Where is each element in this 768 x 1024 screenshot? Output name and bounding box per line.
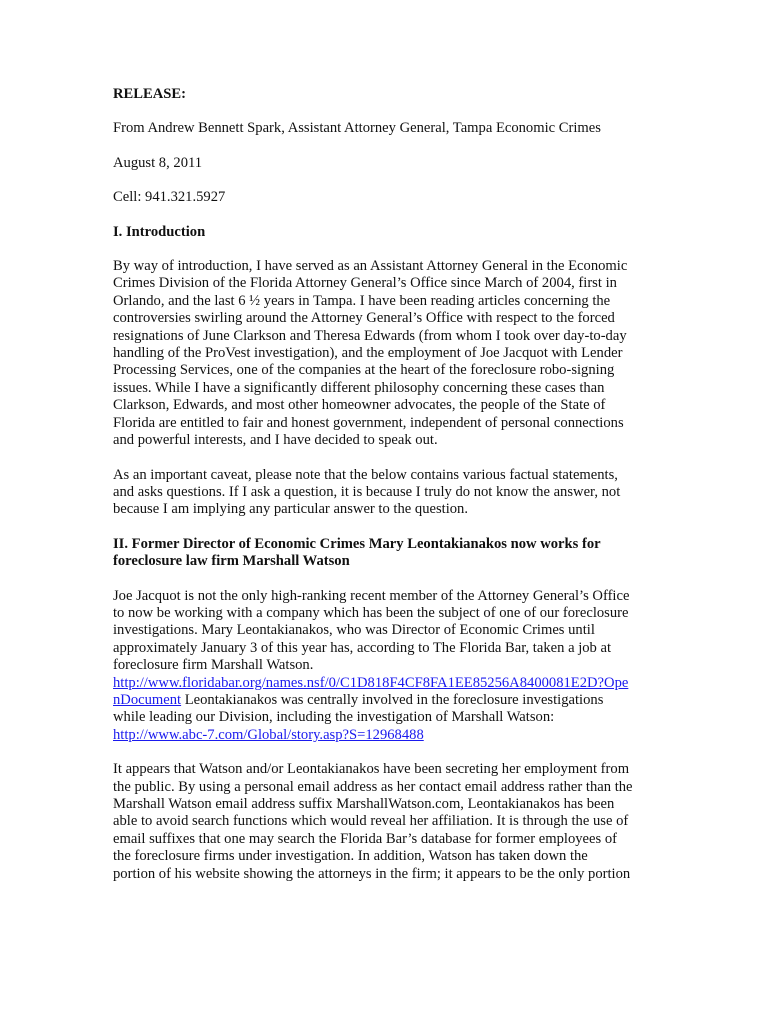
text-line: because I am implying any particular answer to the question.: [113, 501, 469, 518]
date-line: August 8, 2011: [113, 154, 203, 171]
text-line: [113, 692, 658, 709]
text-line: issues. While I have a significantly different philosophy concerning these cases than: [113, 379, 605, 396]
heading-line: II. Former Director of Economic Crimes Mary Leontakianakos now works for: [113, 535, 601, 552]
florida-bar-link-part1[interactable]: http://www.floridabar.org/names.nsf/0/C1D818F4CF8FA1EE85256A8400081E2D?Ope: [113, 674, 629, 691]
text-line: Clarkson, Edwards, and most other homeowner advocates, the people of the State of: [113, 397, 606, 414]
text-line: Crimes Division of the Florida Attorney General’s Office since March of 2004, first in: [113, 275, 617, 292]
text-line: By way of introduction, I have served as an Assistant Attorney General in the Economic: [113, 258, 628, 275]
text-line: Marshall Watson email address suffix MarshallWatson.com, Leontakianakos has been: [113, 796, 615, 812]
text-line: Florida are entitled to fair and honest government, independent of personal connections: [113, 414, 624, 431]
text-line: Processing Services, one of the companies at the heart of the foreclosure robo-signing: [113, 362, 615, 379]
cell-line: Cell: 941.321.5927: [113, 189, 226, 206]
text-line: portion of his website showing the attorneys in the firm; it appears to be the only portion: [113, 865, 631, 882]
section-1-heading: I. Introduction: [113, 223, 206, 240]
text-line: the foreclosure firms under investigation. In addition, Watson has taken down the: [113, 848, 588, 865]
text-line: the public. By using a personal email address as her contact email address rather than the: [113, 778, 633, 795]
text-line: handling of the ProVest investigation), and the employment of Joe Jacquot with Lender: [113, 345, 623, 362]
text-line: foreclosure firm Marshall Watson.: [113, 657, 314, 674]
text-line: As an important caveat, please note that the below contains various factual statements,: [113, 466, 618, 483]
text-line: while leading our Division, including the investigation of Marshall Watson:: [113, 709, 555, 726]
text-line: and asks questions. If I ask a question, it is because I truly do not know the answer, not: [113, 483, 621, 500]
text-line: controversies swirling around the Attorney General’s Office with respect to the forced: [113, 310, 615, 327]
jacquot-paragraph: [113, 588, 658, 745]
text-line: to now be working with a company which has been the subject of one of our foreclosure: [113, 604, 629, 621]
section-2-heading: [113, 536, 658, 571]
intro-paragraph: [113, 258, 658, 449]
text-line: Orlando, and the last 6 ½ years in Tampa. I have been reading articles concerning the: [113, 292, 611, 309]
heading-line: foreclosure law firm Marshall Watson: [113, 553, 350, 570]
secreting-paragraph: [113, 761, 658, 883]
text-line: [113, 675, 658, 692]
text-line: approximately January 3 of this year has, according to The Florida Bar, taken a job at: [113, 639, 612, 656]
release-heading: RELEASE:: [113, 86, 186, 102]
from-line: From Andrew Bennett Spark, Assistant Attorney General, Tampa Economic Crimes: [113, 120, 601, 137]
text-line: [113, 727, 658, 744]
link-followup-text: Leontakianakos was centrally involved in the foreclosure investigations: [181, 691, 604, 708]
abc7-story-link[interactable]: http://www.abc-7.com/Global/story.asp?S=12968488: [113, 726, 424, 743]
text-line: able to avoid search functions which would reveal her affiliation. It is through the use of: [113, 813, 629, 830]
florida-bar-link-part2[interactable]: nDocument: [113, 691, 182, 708]
caveat-paragraph: [113, 467, 658, 519]
text-line: Joe Jacquot is not the only high-ranking recent member of the Attorney General’s Office: [113, 587, 630, 604]
text-line: email suffixes that one may search the Florida Bar’s database for former employees of: [113, 830, 617, 847]
text-line: and powerful interests, and I have decided to speak out.: [113, 432, 438, 449]
text-line: It appears that Watson and/or Leontakianakos have been secreting her employment from: [113, 761, 630, 778]
text-line: resignations of June Clarkson and Theresa Edwards (from whom I took over day-to-day: [113, 327, 627, 344]
text-line: investigations. Mary Leontakianakos, who was Director of Economic Crimes until: [113, 622, 595, 639]
document-page: [113, 86, 658, 883]
